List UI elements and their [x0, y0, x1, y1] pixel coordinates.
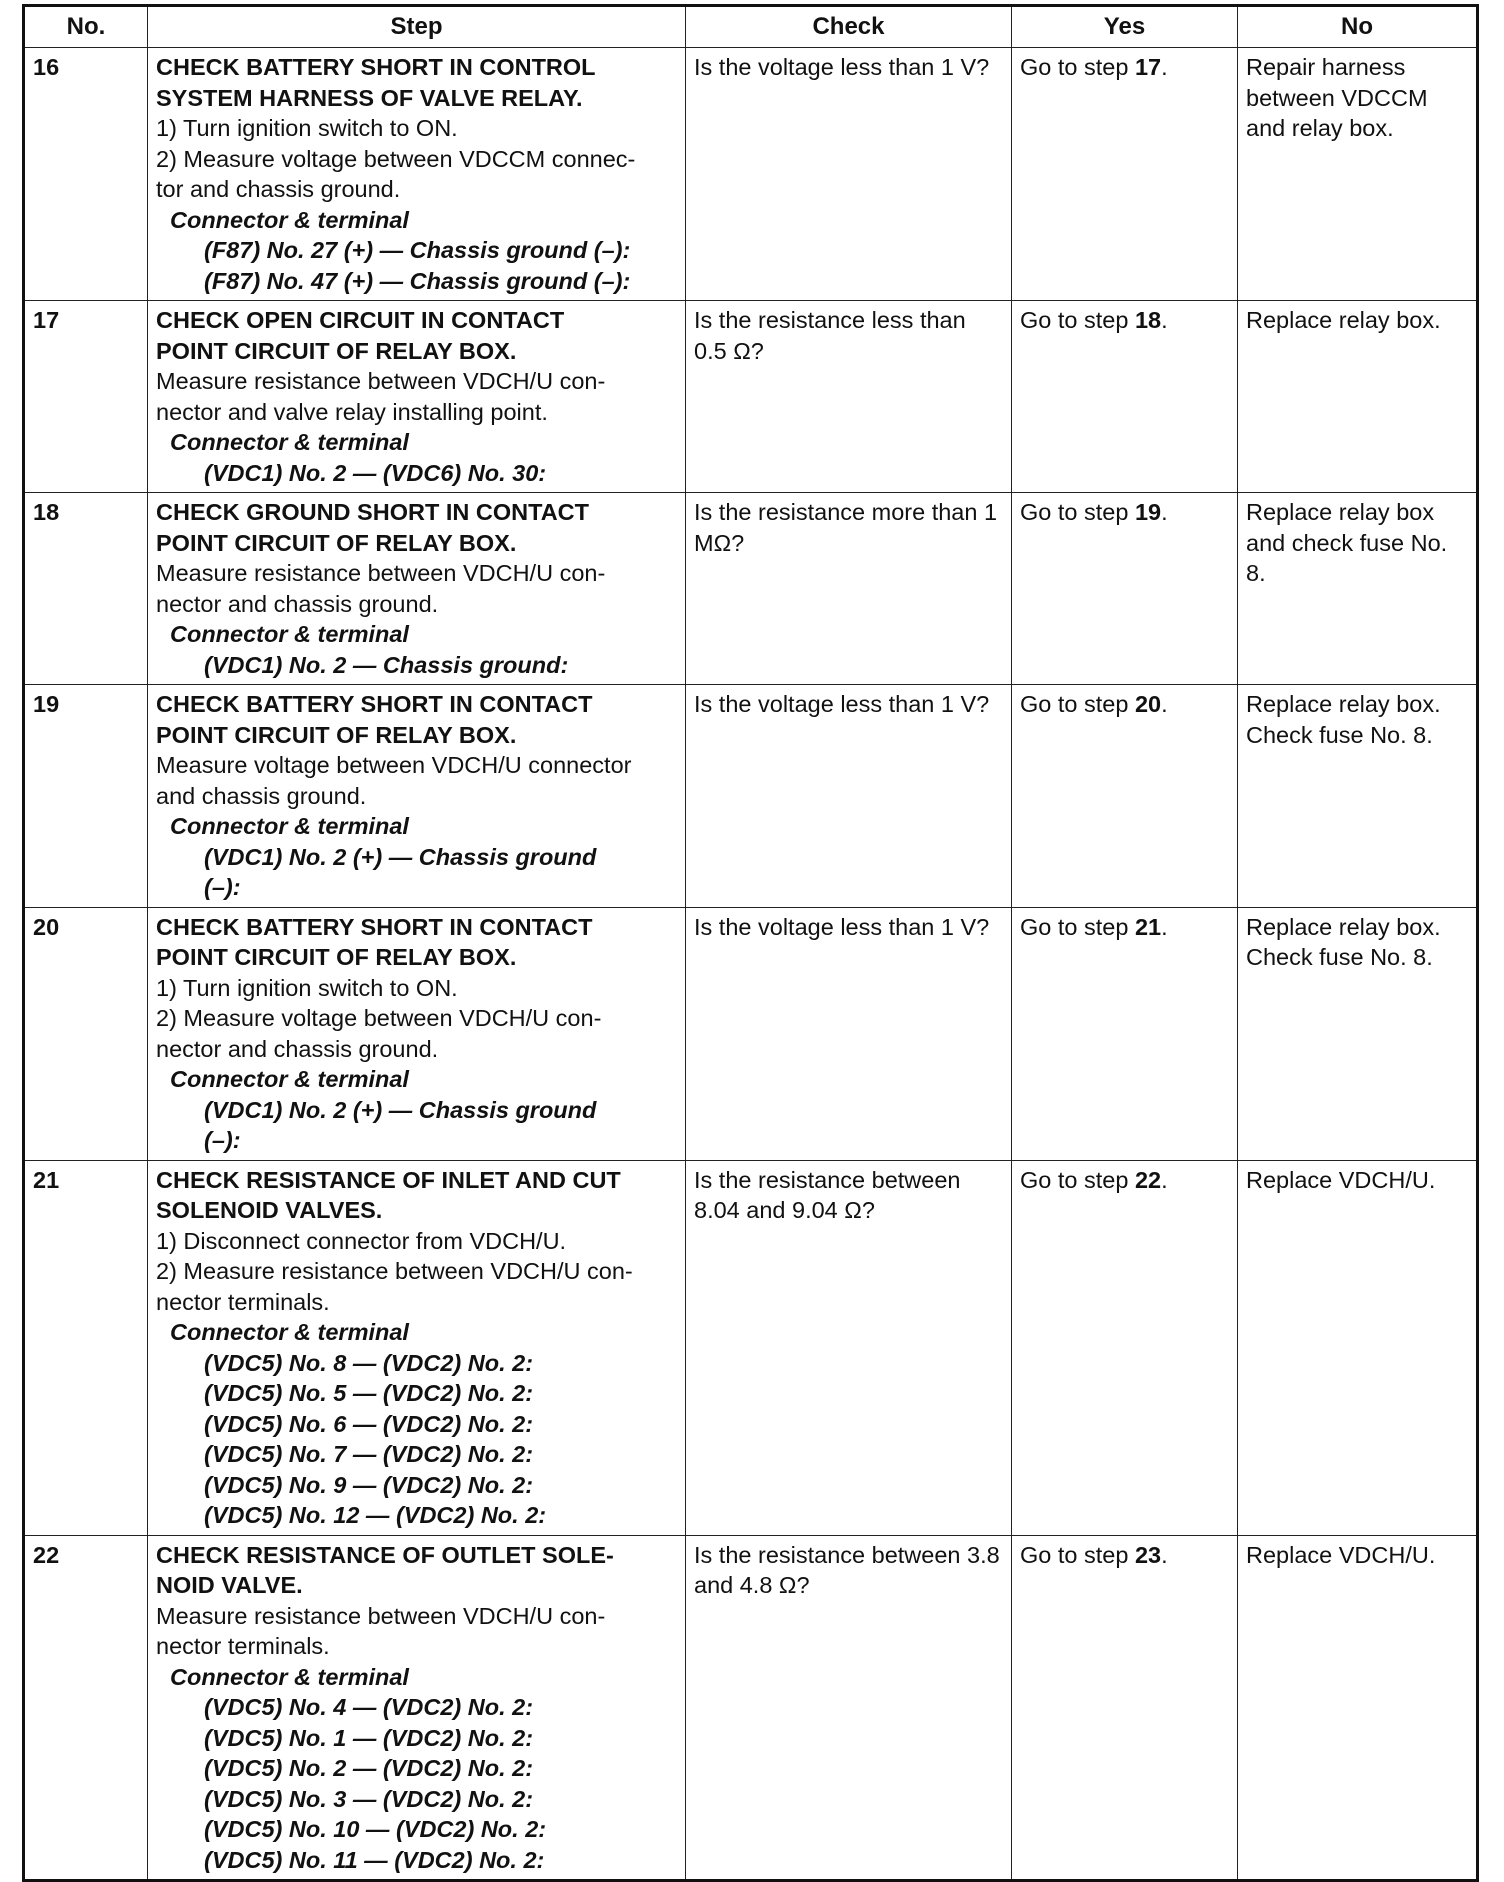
no-action: Replace relay box.: [1238, 301, 1478, 493]
step-instruction-line: nector terminals.: [156, 1288, 330, 1315]
yes-action: [1012, 1535, 1238, 1881]
connector-terminal-item: (VDC5) No. 10 — (VDC2) No. 2:: [204, 1816, 547, 1842]
yes-step-number: 20: [1134, 691, 1162, 717]
yes-action: [1012, 1160, 1238, 1535]
connector-terminal-item: (VDC5) No. 12 — (VDC2) No. 2:: [204, 1502, 547, 1528]
yes-suffix: .: [1161, 691, 1168, 717]
table-row: [24, 1160, 1478, 1535]
table-row: [24, 493, 1478, 685]
step-instruction-line: 2) Measure voltage between VDCCM connec-: [156, 145, 636, 172]
yes-action: [1012, 493, 1238, 685]
no-action: Repair harness between VDCCM and relay box.: [1238, 48, 1478, 301]
connector-terminal-item: (VDC5) No. 4 — (VDC2) No. 2:: [204, 1694, 534, 1720]
step-title-line: CHECK BATTERY SHORT IN CONTACT: [156, 691, 593, 717]
yes-suffix: .: [1161, 1541, 1168, 1568]
step-description: [148, 1160, 686, 1535]
table-row: [24, 1535, 1478, 1881]
check-question: Is the voltage less than 1 V?: [686, 685, 1012, 908]
step-description: [148, 685, 686, 908]
step-title-line: SOLENOID VALVES.: [156, 1197, 383, 1223]
yes-action: [1012, 48, 1238, 301]
check-question: Is the resistance between 8.04 and 9.04 Ω?: [686, 1160, 1012, 1535]
yes-step-number: 18: [1134, 307, 1162, 333]
yes-prefix: Go to step: [1020, 1166, 1135, 1193]
header-no-result: No: [1238, 6, 1478, 48]
connector-terminal-item: (VDC5) No. 7 — (VDC2) No. 2:: [204, 1441, 534, 1467]
step-number: 20: [24, 907, 148, 1160]
connector-terminal-item: (VDC1) No. 2 (+) — Chassis ground: [204, 843, 597, 870]
diagnostic-table: [22, 4, 1479, 1882]
step-instruction-line: and chassis ground.: [156, 782, 367, 809]
step-number: 19: [24, 685, 148, 908]
table-header-row: [24, 6, 1478, 48]
step-instruction-line: 2) Measure resistance between VDCH/U con-: [156, 1258, 633, 1284]
step-instruction-line: Measure resistance between VDCH/U con-: [156, 368, 606, 394]
step-description: [148, 907, 686, 1160]
connector-terminal-item: (VDC1) No. 2 — Chassis ground:: [204, 651, 569, 678]
step-instruction-line: nector and chassis ground.: [156, 590, 439, 617]
connector-terminal-item: (VDC5) No. 5 — (VDC2) No. 2:: [204, 1380, 534, 1406]
step-title-line: POINT CIRCUIT OF RELAY BOX.: [156, 337, 517, 364]
connector-terminal-label: Connector & terminal: [170, 1066, 409, 1092]
step-number: 18: [24, 493, 148, 685]
step-title-line: NOID VALVE.: [156, 1572, 303, 1598]
step-number: 16: [24, 48, 148, 301]
no-action: Replace VDCH/U.: [1238, 1160, 1478, 1535]
check-question: Is the resistance more than 1 MΩ?: [686, 493, 1012, 685]
step-instruction-line: Measure resistance between VDCH/U con-: [156, 1602, 606, 1629]
table-row: [24, 907, 1478, 1160]
step-instruction-line: nector and valve relay installing point.: [156, 398, 548, 425]
check-question: Is the voltage less than 1 V?: [686, 48, 1012, 301]
step-instruction-line: 1) Turn ignition switch to ON.: [156, 115, 458, 141]
step-instruction-line: 2) Measure voltage between VDCH/U con-: [156, 1005, 602, 1031]
yes-suffix: .: [1161, 913, 1168, 940]
step-title-line: CHECK GROUND SHORT IN CONTACT: [156, 499, 589, 525]
no-action: Replace relay box. Check fuse No. 8.: [1238, 685, 1478, 908]
connector-terminal-item: (VDC5) No. 3 — (VDC2) No. 2:: [204, 1785, 534, 1812]
step-instruction-line: Measure resistance between VDCH/U con-: [156, 560, 606, 586]
step-description: [148, 48, 686, 301]
step-description: [148, 493, 686, 685]
yes-suffix: .: [1161, 307, 1168, 333]
yes-step-number: 19: [1134, 499, 1162, 525]
yes-suffix: .: [1161, 499, 1168, 525]
check-question: Is the resistance less than 0.5 Ω?: [686, 301, 1012, 493]
header-check: Check: [686, 6, 1012, 48]
yes-step-number: 23: [1134, 1541, 1162, 1568]
step-title-line: POINT CIRCUIT OF RELAY BOX.: [156, 529, 517, 556]
step-title-line: POINT CIRCUIT OF RELAY BOX.: [156, 944, 517, 970]
step-instruction-line: 1) Disconnect connector from VDCH/U.: [156, 1227, 567, 1254]
connector-terminal-label: Connector & terminal: [170, 621, 409, 647]
connector-terminal-label: Connector & terminal: [170, 429, 409, 455]
yes-prefix: Go to step: [1020, 1541, 1135, 1568]
no-action: Replace relay box and check fuse No. 8.: [1238, 493, 1478, 685]
no-action: Replace VDCH/U.: [1238, 1535, 1478, 1881]
connector-terminal-item: (VDC5) No. 9 — (VDC2) No. 2:: [204, 1471, 534, 1498]
table-row: [24, 48, 1478, 301]
yes-suffix: .: [1161, 54, 1168, 80]
step-number: 22: [24, 1535, 148, 1881]
table-body: [24, 48, 1478, 1881]
step-instruction-line: Measure voltage between VDCH/U connector: [156, 752, 632, 778]
yes-step-number: 21: [1134, 913, 1162, 940]
step-title-line: POINT CIRCUIT OF RELAY BOX.: [156, 721, 517, 748]
yes-prefix: Go to step: [1020, 913, 1135, 940]
yes-action: [1012, 907, 1238, 1160]
connector-terminal-item: (VDC5) No. 1 — (VDC2) No. 2:: [204, 1724, 534, 1751]
connector-terminal-item: (F87) No. 27 (+) — Chassis ground (–):: [204, 237, 631, 263]
connector-terminal-label: Connector & terminal: [170, 206, 409, 233]
yes-action: [1012, 685, 1238, 908]
step-title-line: CHECK RESISTANCE OF OUTLET SOLE-: [156, 1541, 614, 1568]
connector-terminal-item: (VDC1) No. 2 (+) — Chassis ground: [204, 1096, 597, 1123]
step-title-line: CHECK BATTERY SHORT IN CONTROL: [156, 54, 596, 80]
yes-suffix: .: [1161, 1166, 1168, 1193]
header-step: Step: [148, 6, 686, 48]
no-action: Replace relay box. Check fuse No. 8.: [1238, 907, 1478, 1160]
check-question: Is the resistance between 3.8 and 4.8 Ω?: [686, 1535, 1012, 1881]
connector-terminal-item: (–):: [204, 874, 241, 900]
connector-terminal-label: Connector & terminal: [170, 813, 409, 839]
connector-terminal-item: (VDC5) No. 6 — (VDC2) No. 2:: [204, 1410, 534, 1437]
step-number: 21: [24, 1160, 148, 1535]
yes-prefix: Go to step: [1020, 54, 1135, 80]
step-description: [148, 1535, 686, 1881]
yes-prefix: Go to step: [1020, 691, 1135, 717]
step-instruction-line: nector and chassis ground.: [156, 1035, 439, 1062]
step-instruction-line: tor and chassis ground.: [156, 176, 401, 202]
header-yes: Yes: [1012, 6, 1238, 48]
connector-terminal-label: Connector & terminal: [170, 1319, 409, 1345]
step-instruction-line: nector terminals.: [156, 1633, 330, 1659]
connector-terminal-item: (F87) No. 47 (+) — Chassis ground (–):: [204, 267, 631, 294]
yes-action: [1012, 301, 1238, 493]
step-description: [148, 301, 686, 493]
yes-prefix: Go to step: [1020, 307, 1135, 333]
yes-prefix: Go to step: [1020, 499, 1135, 525]
header-no: No.: [24, 6, 148, 48]
step-title-line: CHECK OPEN CIRCUIT IN CONTACT: [156, 307, 565, 333]
connector-terminal-item: (VDC5) No. 2 — (VDC2) No. 2:: [204, 1755, 534, 1781]
check-question: Is the voltage less than 1 V?: [686, 907, 1012, 1160]
connector-terminal-label: Connector & terminal: [170, 1663, 409, 1690]
connector-terminal-item: (VDC1) No. 2 — (VDC6) No. 30:: [204, 459, 547, 486]
step-instruction-line: 1) Turn ignition switch to ON.: [156, 974, 458, 1001]
connector-terminal-item: (VDC5) No. 11 — (VDC2) No. 2:: [204, 1846, 545, 1873]
connector-terminal-item: (–):: [204, 1127, 241, 1153]
connector-terminal-item: (VDC5) No. 8 — (VDC2) No. 2:: [204, 1349, 534, 1376]
table-row: [24, 301, 1478, 493]
yes-step-number: 22: [1134, 1166, 1162, 1193]
table-row: [24, 685, 1478, 908]
step-title-line: CHECK RESISTANCE OF INLET AND CUT: [156, 1166, 621, 1193]
step-number: 17: [24, 301, 148, 493]
step-title-line: CHECK BATTERY SHORT IN CONTACT: [156, 913, 593, 940]
yes-step-number: 17: [1134, 54, 1162, 80]
step-title-line: SYSTEM HARNESS OF VALVE RELAY.: [156, 84, 583, 111]
